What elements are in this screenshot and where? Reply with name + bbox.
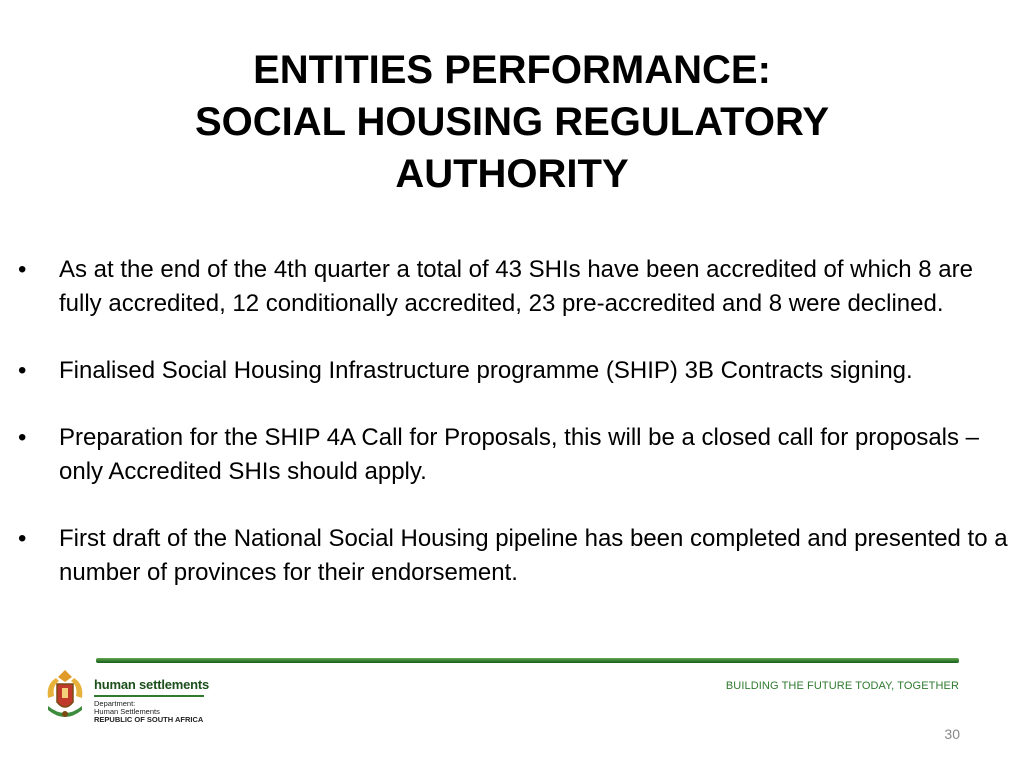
- title-line-2: SOCIAL HOUSING REGULATORY: [194, 100, 830, 144]
- bullet-icon: •: [18, 424, 27, 451]
- title-line-1: ENTITIES PERFORMANCE:: [253, 48, 771, 92]
- bullet-text: Finalised Social Housing Infrastructure programme (SHIP) 3B Contracts signing.: [59, 357, 913, 384]
- slide-title: [0, 44, 1024, 200]
- bullet-item: [18, 253, 1008, 321]
- bullet-item: [18, 421, 1008, 489]
- logo-country: REPUBLIC OF SOUTH AFRICA: [94, 715, 204, 724]
- page-number: 30: [944, 726, 960, 742]
- footer-slogan: BUILDING THE FUTURE TODAY, TOGETHER: [725, 680, 959, 692]
- title-line-3: AUTHORITY: [395, 152, 629, 196]
- logo-underline: [94, 695, 204, 697]
- footer-divider: [96, 658, 959, 663]
- bullet-list: [18, 253, 1008, 623]
- bullet-text: First draft of the National Social Housing pipeline has been completed and presented to a number of provinces for their endorsement.: [59, 525, 1008, 586]
- department-logo: [40, 668, 240, 728]
- bullet-icon: •: [18, 357, 27, 384]
- logo-department-label: Department:: [94, 699, 136, 708]
- bullet-item: [18, 354, 1008, 388]
- bullet-text: As at the end of the 4th quarter a total of 43 SHIs have been accredited of which 8 are fully accredited, 12 conditionally accredited, 23 pre-accredited and 8 were declined.: [59, 256, 973, 317]
- bullet-icon: •: [18, 525, 27, 552]
- bullet-text: Preparation for the SHIP 4A Call for Proposals, this will be a closed call for proposals – only Accredited SHIs should apply.: [59, 424, 980, 485]
- coat-of-arms-icon: [42, 668, 88, 724]
- bullet-icon: •: [18, 256, 27, 283]
- logo-department-name: Human Settlements: [94, 707, 160, 716]
- logo-title: human settlements: [94, 677, 210, 692]
- bullet-item: [18, 522, 1008, 590]
